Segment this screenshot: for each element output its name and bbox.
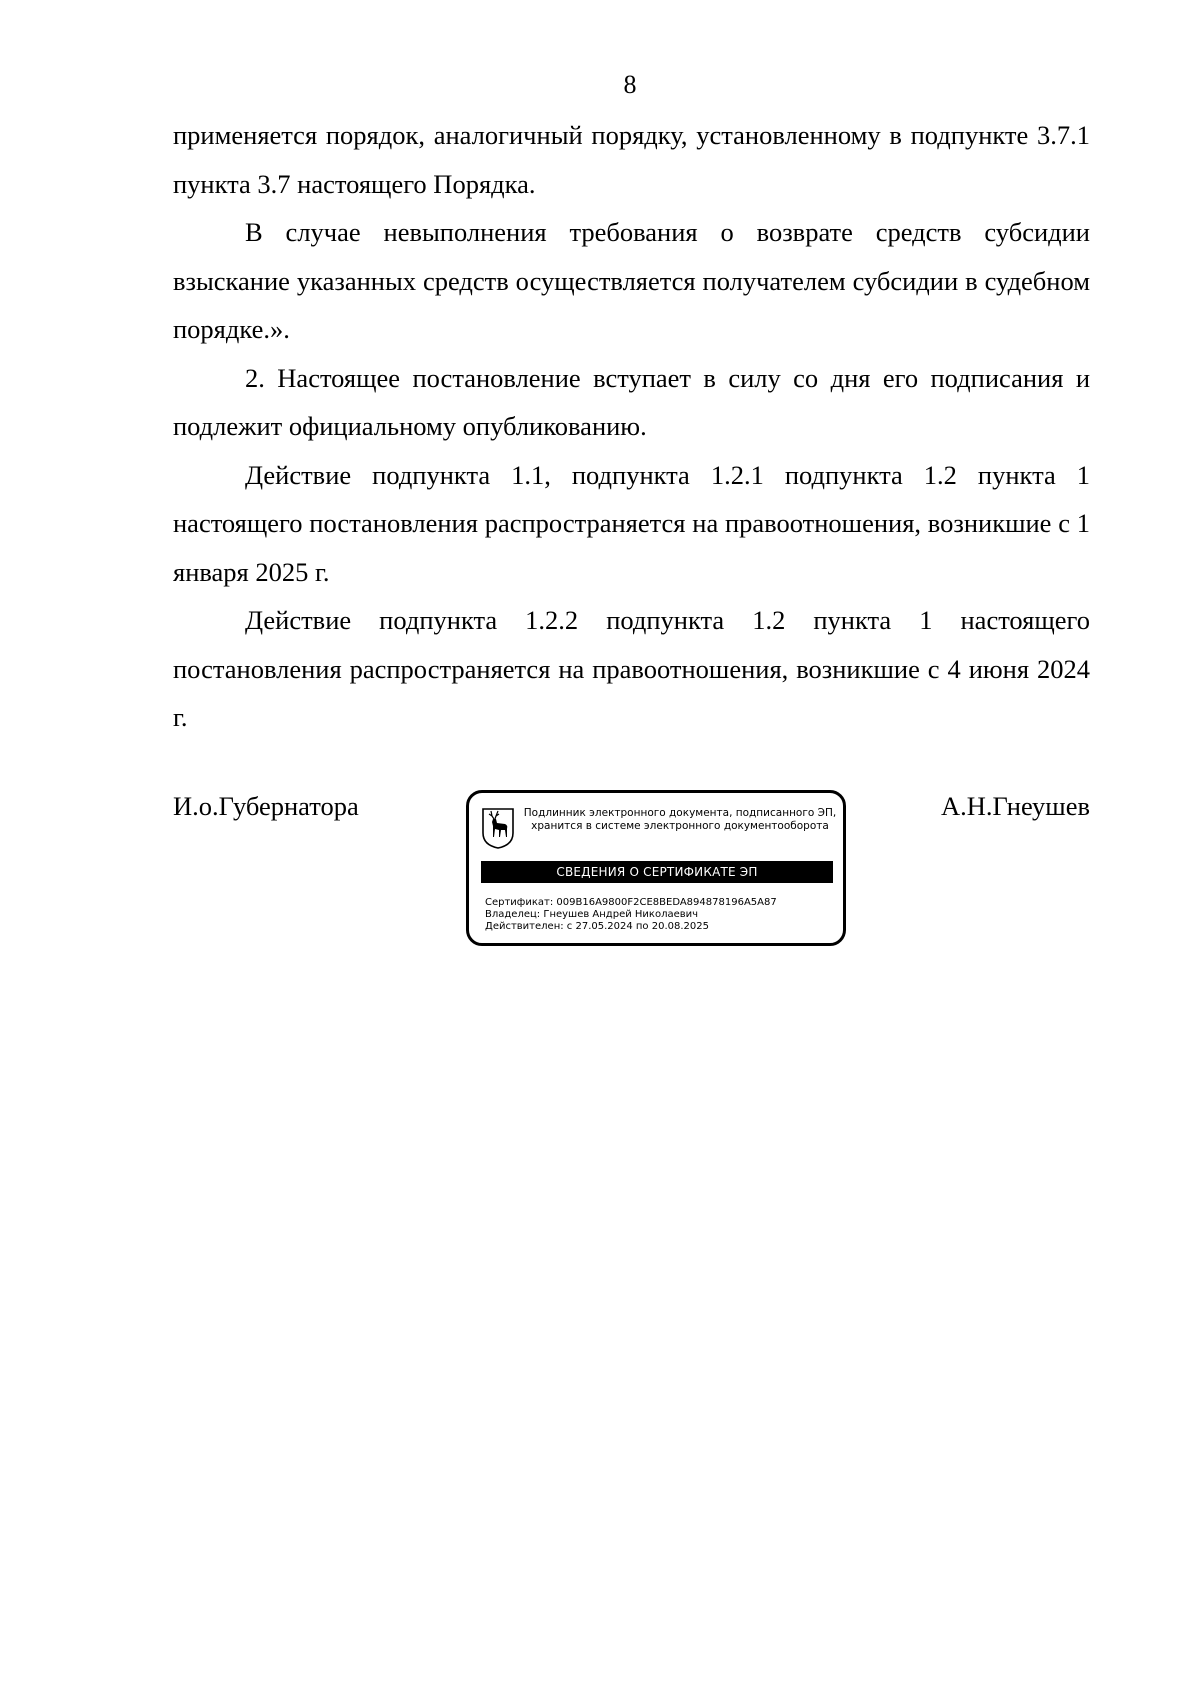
stamp-header-line-2: хранится в системе электронного документооборота <box>531 820 829 832</box>
certificate-number: Сертификат: 009B16A9800F2CE8BEDA894878196A5A87 <box>485 897 777 908</box>
paragraph-effect-2024: Действие подпункта 1.2.2 подпункта 1.2 пункта 1 настоящего постановления распространяется на правоотношения, возникшие с 4 июня 2024 г. <box>173 605 1090 732</box>
deer-emblem-icon <box>481 807 515 849</box>
signer-title: И.о.Губернатора <box>173 791 359 821</box>
stamp-header-line-1: Подлинник электронного документа, подписанного ЭП, <box>523 807 837 819</box>
paragraph-continuation: применяется порядок, аналогичный порядку, установленному в подпункте 3.7.1 пункта 3.7 настоящего Порядка. <box>173 120 1090 199</box>
certificate-validity: Действителен: с 27.05.2024 по 20.08.2025 <box>485 921 709 932</box>
paragraph-entry-into-force: 2. Настоящее постановление вступает в силу со дня его подписания и подлежит официальному опубликованию. <box>173 362 1090 441</box>
document-body <box>173 111 1090 742</box>
signer-name: А.Н.Гнеушев <box>940 791 1090 821</box>
stamp-header <box>519 807 841 833</box>
paragraph-effect-2025: Действие подпункта 1.1, подпункта 1.2.1 подпункта 1.2 пункта 1 настоящего постановления распространяется на правоотношения, возникшие с 1 января 2025 г. <box>173 459 1090 587</box>
certificate-info-bar: СВЕДЕНИЯ О СЕРТИФИКАТЕ ЭП <box>481 861 833 883</box>
electronic-signature-stamp <box>466 790 846 946</box>
paragraph-subsidy-recovery: В случае невыполнения требования о возврате средств субсидии взыскание указанных средств осуществляется получателем субсидии в судебном порядке.». <box>173 217 1090 344</box>
certificate-details <box>485 897 835 933</box>
page-number: 8 <box>623 70 637 99</box>
certificate-owner: Владелец: Гнеушев Андрей Николаевич <box>485 909 699 920</box>
